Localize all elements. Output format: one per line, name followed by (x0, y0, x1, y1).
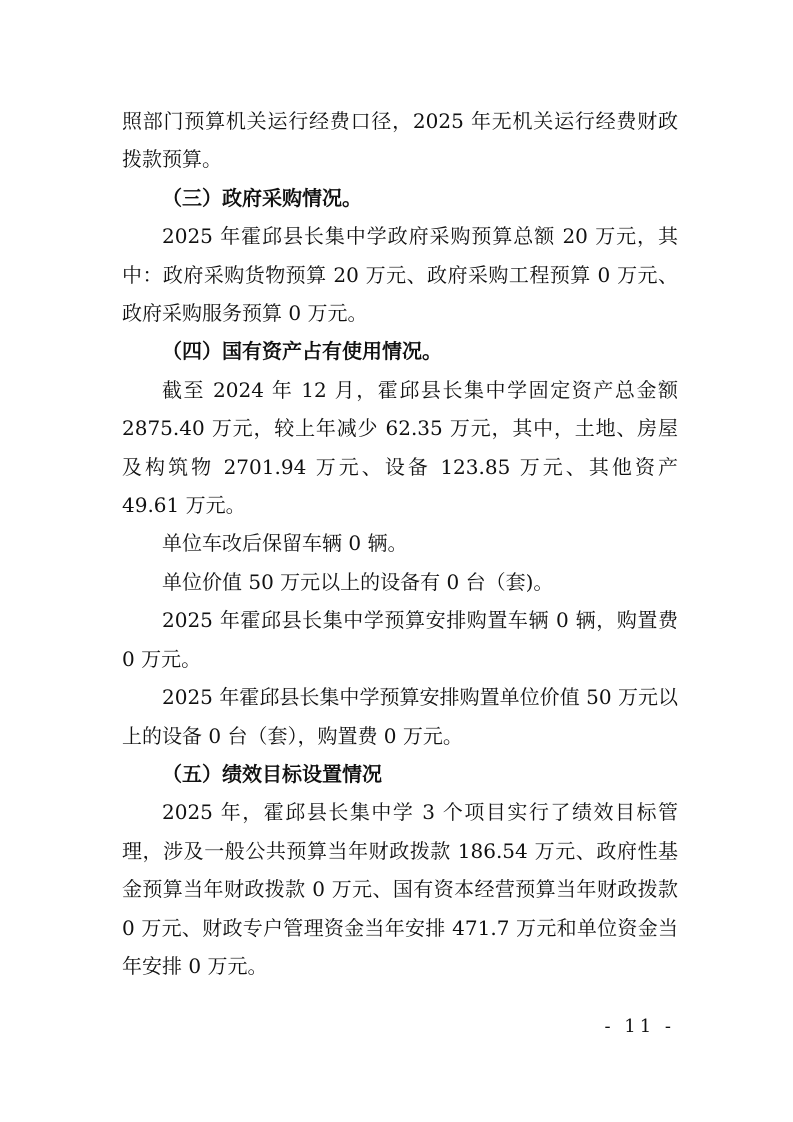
section-heading-assets: （四）国有资产占有使用情况。 (162, 339, 442, 364)
section-heading-performance: （五）绩效目标设置情况 (162, 761, 382, 786)
paragraph-continuation: 照部门预算机关运行经费口径，2025 年无机关运行经费财政拨款预算。 (122, 109, 678, 172)
paragraph-procurement: 2025 年霍邱县长集中学政府采购预算总额 20 万元，其中：政府采购货物预算 20 万元、政府采购工程预算 0 万元、政府采购服务预算 0 万元。 (122, 224, 678, 326)
paragraph-equipment-purchase: 2025 年霍邱县长集中学预算安排购置单位价值 50 万元以上的设备 0 台（套），购置费 0 万元。 (122, 685, 678, 748)
paragraph-fixed-assets: 截至 2024 年 12 月，霍邱县长集中学固定资产总金额 2875.40 万元，较上年减少 62.35 万元，其中，土地、房屋及构筑物 2701.94 万元、设备 123.85 万元、其他资产 49.61 万元。 (122, 377, 678, 518)
document-body (122, 102, 678, 985)
paragraph-vehicles: 单位车改后保留车辆 0 辆。 (162, 531, 408, 556)
paragraph-performance: 2025 年，霍邱县长集中学 3 个项目实行了绩效目标管理，涉及一般公共预算当年财政拨款 186.54 万元、政府性基金预算当年财政拨款 0 万元、国有资本经营预算当年财政拨款 0 万元、财政专户管理资金当年安排 471.7 万元和单位资金当年安排 0 万元。 (122, 800, 678, 978)
section-heading-procurement: （三）政府采购情况。 (162, 185, 362, 210)
page-number: - 11 - (604, 1016, 675, 1037)
paragraph-equipment: 单位价值 50 万元以上的设备有 0 台（套)。 (162, 569, 554, 594)
paragraph-vehicle-purchase: 2025 年霍邱县长集中学预算安排购置车辆 0 辆，购置费 0 万元。 (122, 608, 678, 671)
